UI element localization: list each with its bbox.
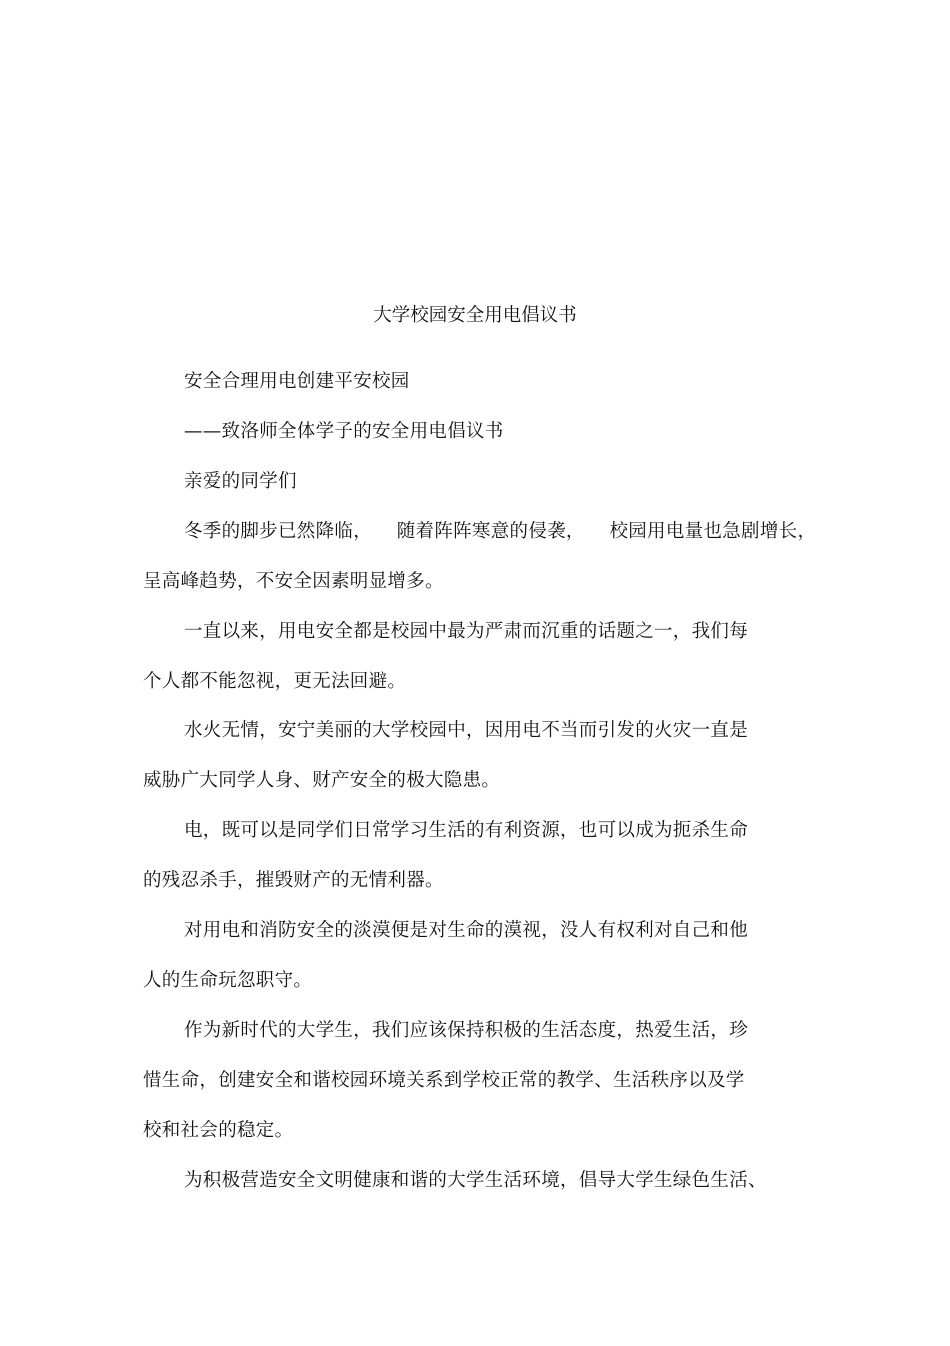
paragraph-5-line-1: 对用电和消防安全的淡漠便是对生命的漠视，没人有权利对自己和他	[184, 920, 749, 941]
paragraph-4-line-1: 电，既可以是同学们日常学习生活的有利资源，也可以成为扼杀生命	[184, 820, 749, 841]
document-title: 大学校园安全用电倡议书	[373, 305, 577, 326]
paragraph-6-line-2: 惜生命，创建安全和谐校园环境关系到学校正常的教学、生活秩序以及学	[143, 1070, 745, 1091]
paragraph-7-line-1: 为积极营造安全文明健康和谐的大学生活环境，倡导大学生绿色生活、	[184, 1170, 767, 1191]
paragraph-6-line-3: 校和社会的稳定。	[143, 1120, 294, 1141]
paragraph-1-line-2: 呈高峰趋势，不安全因素明显增多。	[143, 571, 444, 592]
subtitle-line: 安全合理用电创建平安校园	[184, 371, 410, 392]
salutation-line: 亲爱的同学们	[184, 471, 297, 492]
paragraph-3-line-1: 水火无情，安宁美丽的大学校园中，因用电不当而引发的火灾一直是	[184, 720, 749, 741]
paragraph-3-line-2: 威胁广大同学人身、财产安全的极大隐患。	[143, 770, 501, 791]
paragraph-4-line-2: 的残忍杀手，摧毁财产的无情利器。	[143, 870, 444, 891]
paragraph-1-line-1: 冬季的脚步已然降临， 随着阵阵寒意的侵袭， 校园用电量也急剧增长，	[184, 521, 817, 542]
dedication-line: ——致洛师全体学子的安全用电倡议书	[184, 421, 504, 442]
paragraph-2-line-1: 一直以来，用电安全都是校园中最为严肃而沉重的话题之一，我们每	[184, 621, 749, 642]
paragraph-5-line-2: 人的生命玩忽职守。	[143, 970, 313, 991]
paragraph-2-line-2: 个人都不能忽视，更无法回避。	[143, 671, 407, 692]
paragraph-6-line-1: 作为新时代的大学生，我们应该保持积极的生活态度，热爱生活，珍	[184, 1020, 749, 1041]
